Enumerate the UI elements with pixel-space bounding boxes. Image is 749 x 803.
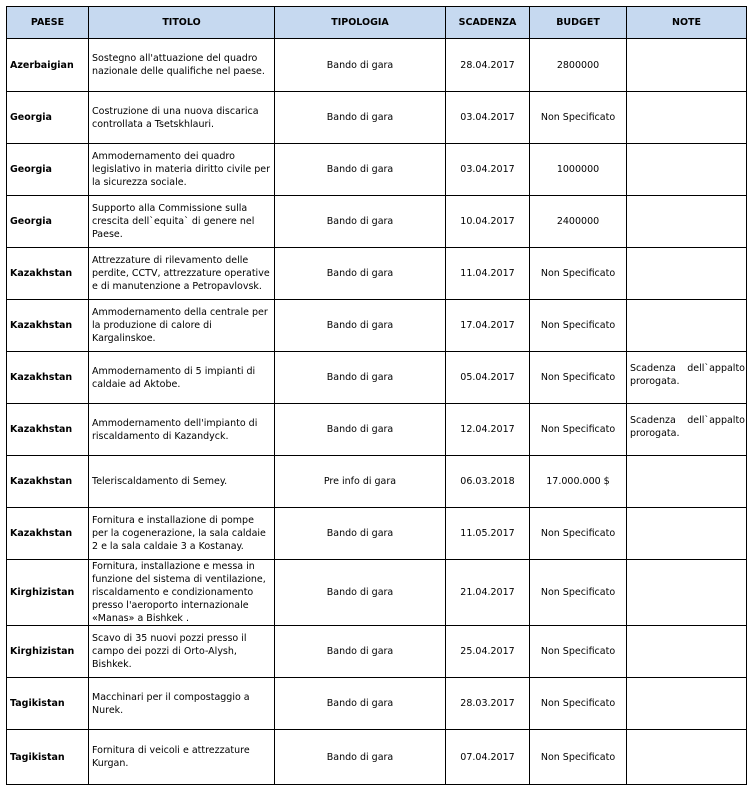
cell-note: [627, 144, 747, 196]
cell-budget: Non Specificato: [530, 508, 627, 560]
cell-scadenza: 11.04.2017: [446, 248, 530, 300]
cell-note: [627, 92, 747, 144]
cell-scadenza: 03.04.2017: [446, 92, 530, 144]
cell-budget: Non Specificato: [530, 678, 627, 730]
cell-tipologia: Bando di gara: [275, 560, 446, 626]
cell-budget: 1000000: [530, 144, 627, 196]
header-scadenza: SCADENZA: [446, 7, 530, 39]
cell-titolo: Ammodernamento dell'impianto di riscaldamento di Kazandyck.: [89, 404, 275, 456]
cell-paese: Georgia: [7, 92, 89, 144]
note-word: Scadenza: [630, 363, 676, 374]
cell-paese: Georgia: [7, 144, 89, 196]
cell-budget: Non Specificato: [530, 248, 627, 300]
cell-paese: Kazakhstan: [7, 352, 89, 404]
table-row: [7, 678, 747, 730]
note-word: dell`appalto: [687, 415, 745, 426]
table-row: [7, 39, 747, 92]
cell-scadenza: 07.04.2017: [446, 730, 530, 785]
header-budget: BUDGET: [530, 7, 627, 39]
header-note: NOTE: [627, 7, 747, 39]
cell-titolo: Supporto alla Commissione sulla crescita dell`equita` di genere nel Paese.: [89, 196, 275, 248]
cell-tipologia: Bando di gara: [275, 144, 446, 196]
note-word: prorogata.: [630, 428, 680, 439]
table-row: [7, 560, 747, 626]
cell-budget: Non Specificato: [530, 730, 627, 785]
cell-tipologia: Bando di gara: [275, 626, 446, 678]
table-row: [7, 352, 747, 404]
cell-paese: Tagikistan: [7, 730, 89, 785]
cell-titolo: Sostegno all'attuazione del quadro nazionale delle qualifiche nel paese.: [89, 39, 275, 92]
cell-paese: Tagikistan: [7, 678, 89, 730]
header-tipologia: TIPOLOGIA: [275, 7, 446, 39]
cell-titolo: Ammodernamento della centrale per la produzione di calore di Kargalinskoe.: [89, 300, 275, 352]
cell-titolo: Fornitura di veicoli e attrezzature Kurgan.: [89, 730, 275, 785]
cell-tipologia: Pre info di gara: [275, 456, 446, 508]
note-word: prorogata.: [630, 376, 680, 387]
cell-paese: Azerbaigian: [7, 39, 89, 92]
cell-note: [627, 404, 747, 456]
cell-tipologia: Bando di gara: [275, 92, 446, 144]
cell-scadenza: 10.04.2017: [446, 196, 530, 248]
cell-tipologia: Bando di gara: [275, 730, 446, 785]
cell-scadenza: 28.04.2017: [446, 39, 530, 92]
cell-paese: Kazakhstan: [7, 404, 89, 456]
cell-paese: Georgia: [7, 196, 89, 248]
cell-tipologia: Bando di gara: [275, 248, 446, 300]
cell-titolo: Fornitura e installazione di pompe per la cogenerazione, la sala caldaie 2 e la sala caldaie 3 a Kostanay.: [89, 508, 275, 560]
cell-note: [627, 456, 747, 508]
table-row: [7, 730, 747, 785]
note-word: dell`appalto: [687, 363, 745, 374]
cell-titolo: Ammodernamento dei quadro legislativo in materia diritto civile per la sicurezza sociale.: [89, 144, 275, 196]
cell-scadenza: 11.05.2017: [446, 508, 530, 560]
table-row: [7, 626, 747, 678]
cell-tipologia: Bando di gara: [275, 352, 446, 404]
cell-note: [627, 300, 747, 352]
cell-budget: Non Specificato: [530, 92, 627, 144]
cell-titolo: Scavo di 35 nuovi pozzi presso il campo dei pozzi di Orto-Alysh, Bishkek.: [89, 626, 275, 678]
cell-budget: Non Specificato: [530, 352, 627, 404]
cell-note: [627, 678, 747, 730]
cell-budget: 2800000: [530, 39, 627, 92]
cell-tipologia: Bando di gara: [275, 678, 446, 730]
cell-titolo: Macchinari per il compostaggio a Nurek.: [89, 678, 275, 730]
cell-scadenza: 12.04.2017: [446, 404, 530, 456]
cell-note: [627, 196, 747, 248]
cell-scadenza: 17.04.2017: [446, 300, 530, 352]
table-row: [7, 92, 747, 144]
cell-scadenza: 03.04.2017: [446, 144, 530, 196]
table-row: [7, 456, 747, 508]
cell-titolo: Attrezzature di rilevamento delle perdite, CCTV, attrezzature operative e di manutenzione a Petropavlovsk.: [89, 248, 275, 300]
cell-titolo: Teleriscaldamento di Semey.: [89, 456, 275, 508]
cell-note: [627, 352, 747, 404]
header-titolo: TITOLO: [89, 7, 275, 39]
cell-tipologia: Bando di gara: [275, 508, 446, 560]
cell-tipologia: Bando di gara: [275, 39, 446, 92]
cell-note: [627, 39, 747, 92]
cell-budget: Non Specificato: [530, 626, 627, 678]
table-row: [7, 404, 747, 456]
cell-tipologia: Bando di gara: [275, 404, 446, 456]
cell-scadenza: 06.03.2018: [446, 456, 530, 508]
cell-scadenza: 21.04.2017: [446, 560, 530, 626]
cell-paese: Kirghizistan: [7, 560, 89, 626]
cell-tipologia: Bando di gara: [275, 300, 446, 352]
table-row: [7, 300, 747, 352]
cell-titolo: Ammodernamento di 5 impianti di caldaie ad Aktobe.: [89, 352, 275, 404]
cell-budget: Non Specificato: [530, 404, 627, 456]
cell-scadenza: 25.04.2017: [446, 626, 530, 678]
cell-note: [627, 248, 747, 300]
cell-paese: Kazakhstan: [7, 300, 89, 352]
note-word: Scadenza: [630, 415, 676, 426]
header-paese: PAESE: [7, 7, 89, 39]
cell-scadenza: 05.04.2017: [446, 352, 530, 404]
cell-budget: Non Specificato: [530, 300, 627, 352]
tenders-table: [6, 6, 747, 785]
cell-titolo: Costruzione di una nuova discarica controllata a Tsetskhlauri.: [89, 92, 275, 144]
cell-paese: Kirghizistan: [7, 626, 89, 678]
cell-scadenza: 28.03.2017: [446, 678, 530, 730]
cell-tipologia: Bando di gara: [275, 196, 446, 248]
cell-budget: 17.000.000 $: [530, 456, 627, 508]
table-row: [7, 508, 747, 560]
cell-paese: Kazakhstan: [7, 508, 89, 560]
cell-note: [627, 626, 747, 678]
header-row: [7, 7, 747, 39]
cell-budget: 2400000: [530, 196, 627, 248]
table-row: [7, 248, 747, 300]
cell-paese: Kazakhstan: [7, 456, 89, 508]
table-row: [7, 196, 747, 248]
cell-note: [627, 508, 747, 560]
cell-note: [627, 560, 747, 626]
cell-paese: Kazakhstan: [7, 248, 89, 300]
cell-note: [627, 730, 747, 785]
cell-budget: Non Specificato: [530, 560, 627, 626]
table-row: [7, 144, 747, 196]
cell-titolo: Fornitura, installazione e messa in funzione del sistema di ventilazione, riscaldamento e condizionamento presso l'aeroporto internazionale «Manas» a Bishkek .: [89, 560, 275, 626]
